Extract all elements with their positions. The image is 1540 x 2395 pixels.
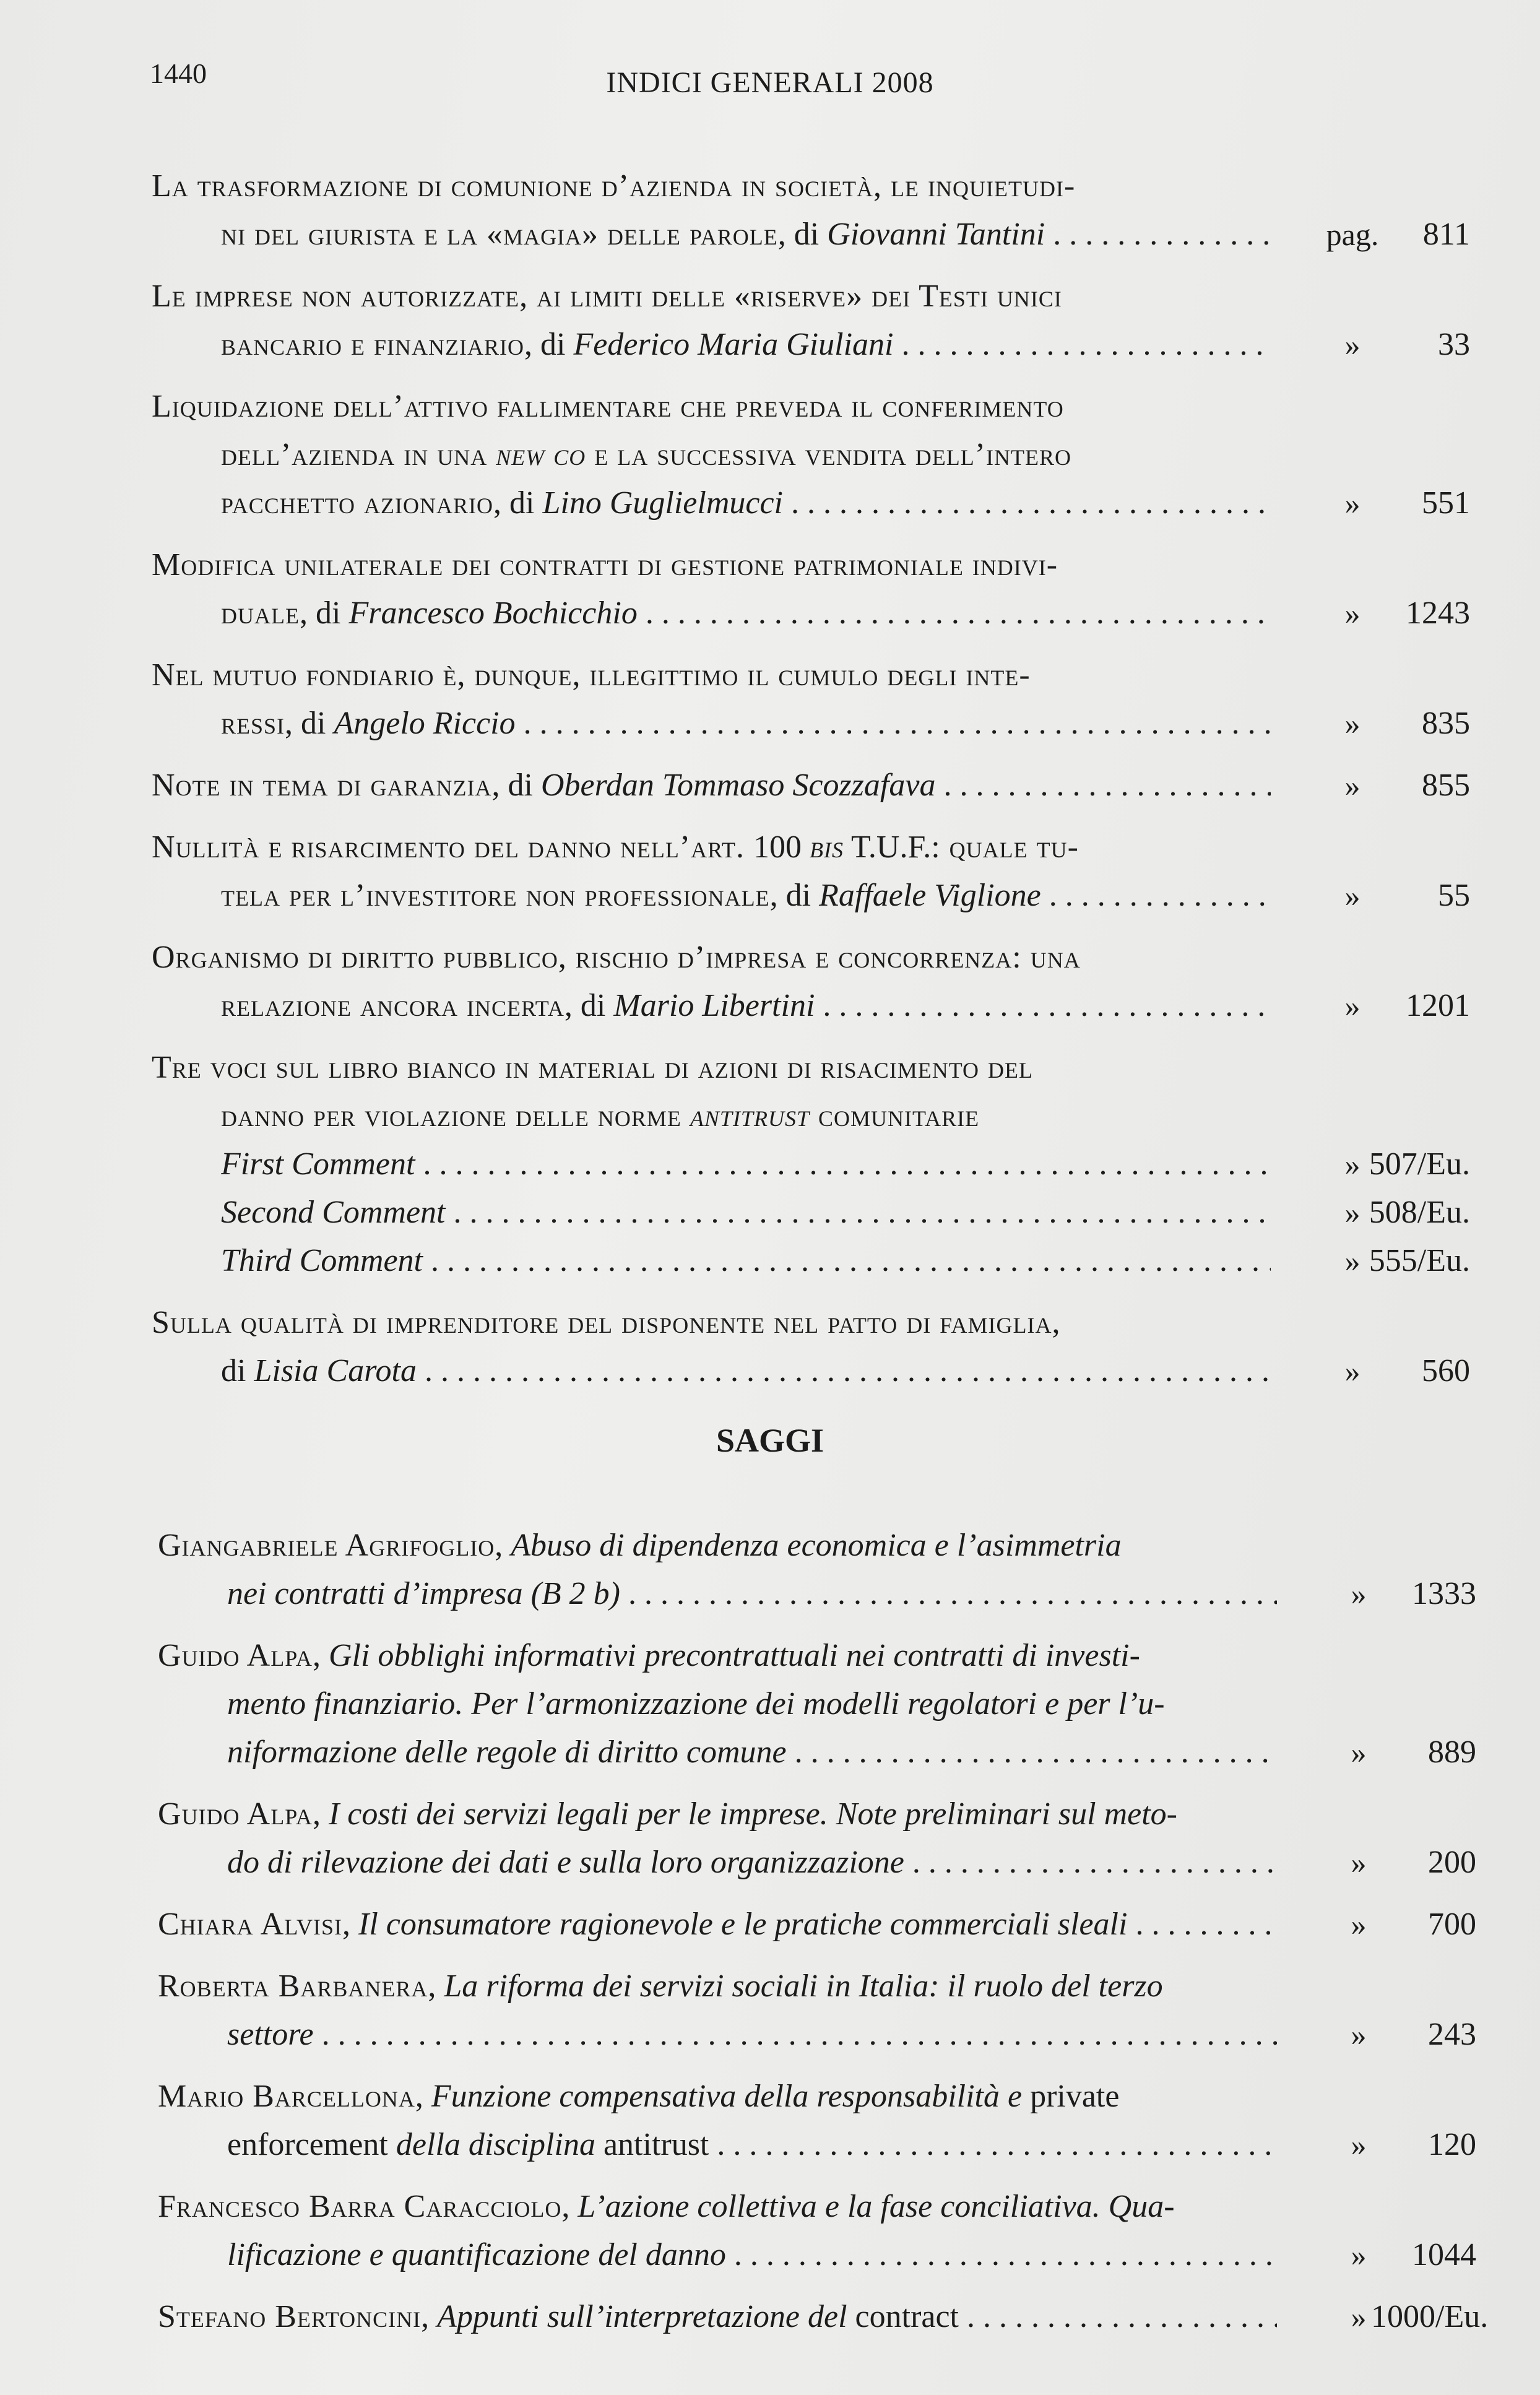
index-entry (152, 823, 1470, 920)
entry-line (158, 2231, 1476, 2279)
entry-title-abbrev: T.U.F. (843, 829, 932, 865)
entry-title: La trasformazione di comunione d’azienda in società, le inquietudi- (152, 168, 1076, 204)
page-reference: 1201 (1406, 988, 1470, 1023)
entry-title: e la successiva vendita dell’intero (586, 437, 1071, 472)
entry-line (158, 1570, 1476, 1618)
entry-line (152, 651, 1470, 699)
page-ref-mark: » (1344, 1147, 1360, 1182)
entry-title: danno per violazione delle norme (221, 1098, 690, 1133)
entry-subtitle: First Comment (221, 1146, 415, 1182)
entry-author: Guido Alpa (158, 1638, 313, 1673)
entry-title: della disciplina (387, 2127, 595, 2162)
entry-line (152, 872, 1470, 920)
entry-title: Note in tema di garanzia (152, 768, 492, 803)
entry-line (152, 541, 1470, 589)
page-ref-mark: » (1344, 989, 1360, 1023)
separator: , di (524, 327, 574, 362)
entry-title: Gli obblighi informativi precontrattuali nei contratti di investi- (328, 1638, 1140, 1673)
entry-title: ressi (221, 706, 285, 741)
page-ref-mark: » (1351, 2238, 1367, 2272)
page-ref-mark: pag. (1326, 217, 1379, 252)
entry-author: Giangabriele Agrifoglio (158, 1528, 495, 1563)
entry-title: I costi dei servizi legali per le imprese. Note preliminari sul meto- (328, 1796, 1177, 1832)
entry-title-roman: antitrust (595, 2127, 709, 2162)
entry-author: Oberdan Tommaso Scozzafava (540, 768, 936, 803)
index-entry (152, 651, 1470, 748)
entry-title: relazione ancora incerta (221, 988, 565, 1023)
index-entry (158, 1962, 1476, 2059)
page-ref-mark: » (1351, 2300, 1367, 2334)
separator: , (495, 1528, 511, 1563)
entry-title: comunitarie (809, 1098, 980, 1133)
page-ref-mark: » (1344, 768, 1360, 803)
section-title: SAGGI (716, 1422, 824, 1459)
page-reference: 835 (1422, 706, 1470, 741)
entry-line (152, 933, 1470, 982)
entry-title-italic: bis (809, 829, 844, 865)
page-reference: 560 (1422, 1353, 1470, 1388)
separator: , di (491, 768, 541, 803)
page-reference: 555/Eu. (1369, 1243, 1470, 1278)
entry-line (152, 982, 1470, 1030)
page-reference: 33 (1438, 327, 1470, 362)
index-entry (158, 1522, 1476, 1618)
entry-title: Nullità e risarcimento del danno nell’art. (152, 829, 753, 865)
entry-line (152, 1347, 1470, 1395)
entry-title: niformazione delle regole di diritto comune (227, 1735, 787, 1770)
index-entry (158, 1900, 1476, 1949)
entry-title: mento finanziario. Per l’armonizzazione dei modelli regolatori e per l’u- (227, 1686, 1165, 1722)
entry-title: duale (221, 596, 300, 631)
entry-line (158, 1962, 1470, 2011)
index-entry (152, 1044, 1470, 1285)
entry-subtitle: Second Comment (221, 1195, 446, 1230)
entry-line (158, 1838, 1476, 1887)
entry-line (152, 1092, 1470, 1140)
entry-line (152, 761, 1470, 810)
entry-title-number: 100 (753, 829, 810, 865)
entry-title: : quale tu- (931, 829, 1079, 865)
entry-title: dell’azienda in una (221, 437, 496, 472)
page-reference: 243 (1428, 2017, 1476, 2052)
entry-title: bancario e finanziario (221, 327, 524, 362)
entry-title-italic: new co (496, 437, 586, 472)
entry-title: Abuso di dipendenza economica e l’asimmetria (511, 1528, 1122, 1563)
entry-title-roman: enforcement (227, 2127, 388, 2162)
entry-line (152, 272, 1470, 321)
page-reference: 855 (1422, 768, 1470, 803)
page-ref-mark: » (1351, 2128, 1367, 2162)
page-ref-mark: » (1351, 1907, 1367, 1942)
page-reference: 889 (1428, 1735, 1476, 1770)
saggi-entries (158, 1522, 1489, 2355)
entry-line (158, 2121, 1476, 2169)
entry-title: nei contratti d’impresa (B 2 b) (227, 1576, 620, 1611)
entry-title: Le imprese non autorizzate, ai limiti delle «riserve» dei Testi unici (152, 279, 1062, 314)
entry-title-roman: private (1022, 2079, 1120, 2114)
entry-author: Chiara Alvisi (158, 1907, 343, 1942)
page-ref-mark: » (1344, 327, 1360, 362)
entry-author: Mario Libertini (613, 988, 815, 1023)
index-entry (158, 2293, 1489, 2341)
page-reference: 551 (1422, 485, 1470, 521)
entry-line (158, 1728, 1476, 1777)
entry-line (152, 383, 1470, 431)
entry-line (158, 1790, 1470, 1838)
entry-line (152, 1189, 1470, 1237)
separator: , (421, 2299, 438, 2334)
entry-title: pacchetto azionario (221, 485, 494, 521)
page-reference: 1000/Eu. (1371, 2299, 1489, 2334)
page-ref-mark: » (1344, 1195, 1360, 1230)
page-reference: 508/Eu. (1369, 1195, 1470, 1230)
index-entry (152, 162, 1470, 259)
entry-line (152, 823, 1470, 872)
page-reference: 811 (1422, 217, 1470, 252)
entry-title: Modifica unilaterale dei contratti di gestione patrimoniale indivi- (152, 547, 1058, 583)
separator: , di (285, 706, 334, 741)
page-ref-mark: » (1344, 596, 1360, 631)
entry-line (152, 162, 1470, 210)
page-reference: 1044 (1412, 2237, 1476, 2272)
entry-author: Giovanni Tantini (827, 217, 1045, 252)
entry-title: ni del giurista e la «magia» delle parole (221, 217, 778, 252)
entry-title: settore (227, 2017, 314, 2052)
entry-title: L’azione collettiva e la fase conciliativa. Qua- (578, 2189, 1175, 2224)
entry-title: La riforma dei servizi sociali in Italia: il ruolo del terzo (444, 1968, 1163, 2004)
page-ref-mark: » (1351, 1577, 1367, 1611)
page-number: 1440 (150, 58, 207, 89)
entry-title: lificazione e quantificazione del danno (227, 2237, 726, 2272)
entry-line (152, 431, 1470, 479)
page-reference: 1333 (1412, 1576, 1476, 1611)
entry-title: Liquidazione dell’attivo fallimentare che preveda il conferimento (152, 389, 1064, 424)
index-entry (152, 933, 1470, 1030)
entry-line (158, 1680, 1470, 1728)
separator: , di (769, 878, 820, 913)
separator: , di (493, 485, 543, 521)
separator: , di (299, 596, 349, 631)
separator: , (342, 1907, 359, 1942)
page-ref-mark: » (1351, 1845, 1367, 1880)
entry-title: Il consumatore ragionevole e le pratiche commerciali sleali (358, 1907, 1128, 1942)
page-ref-mark: » (1344, 1244, 1360, 1278)
entry-author: Stefano Bertoncini (158, 2299, 422, 2334)
index-entry (152, 1299, 1470, 1395)
entry-title: Sulla qualità di imprenditore del disponente nel patto di famiglia, (152, 1305, 1061, 1340)
index-entries (152, 162, 1470, 1409)
separator: , di (777, 217, 828, 252)
entry-author: Lino Guglielmucci (542, 485, 783, 521)
entry-line (152, 1140, 1470, 1189)
entry-subtitle: Third Comment (221, 1243, 423, 1278)
index-entry (158, 1790, 1476, 1887)
entry-line (158, 1900, 1476, 1949)
entry-author: Lisia Carota (254, 1353, 417, 1388)
page-ref-mark: » (1344, 706, 1360, 741)
page-reference: 700 (1428, 1907, 1476, 1942)
page-ref-mark: » (1344, 1354, 1360, 1388)
index-entry (158, 2183, 1476, 2279)
running-title: INDICI GENERALI 2008 (606, 66, 934, 99)
page-reference: 200 (1428, 1845, 1476, 1880)
entry-title: Organismo di diritto pubblico, rischio d’impresa e concorrenza: una (152, 940, 1081, 975)
page-ref-mark: » (1351, 2017, 1367, 2052)
entry-title: Appunti sull’interpretazione del (437, 2299, 847, 2334)
index-entry (152, 761, 1470, 810)
index-entry (158, 1632, 1476, 1777)
index-entry (152, 272, 1470, 369)
page-ref-mark: » (1344, 878, 1360, 913)
separator: , (312, 1796, 329, 1832)
separator: , (428, 1968, 444, 2004)
page-reference: 120 (1428, 2127, 1476, 2162)
entry-line (152, 1044, 1470, 1092)
entry-author: Mario Barcellona (158, 2079, 415, 2114)
entry-line (152, 321, 1470, 369)
entry-author: Federico Maria Giuliani (573, 327, 894, 362)
entry-author: Francesco Bochicchio (348, 596, 638, 631)
separator: , di (564, 988, 614, 1023)
entry-title: Funzione compensativa della responsabilità e (431, 2079, 1023, 2114)
entry-title: Nel mutuo fondiario è, dunque, illegittimo il cumulo degli inte- (152, 657, 1031, 693)
entry-title-italic: antitrust (690, 1098, 810, 1133)
entry-line (152, 479, 1470, 527)
entry-line (152, 589, 1470, 638)
page-ref-mark: » (1351, 1735, 1367, 1770)
index-entry (152, 541, 1470, 638)
page-reference: 507/Eu. (1369, 1146, 1470, 1182)
entry-line (158, 2183, 1470, 2231)
page-reference: 1243 (1406, 596, 1470, 631)
entry-author: Guido Alpa (158, 1796, 313, 1832)
entry-author: Francesco Barra Caracciolo (158, 2189, 562, 2224)
entry-line (158, 2072, 1470, 2121)
entry-author: Raffaele Viglione (819, 878, 1041, 913)
page-reference: 55 (1438, 878, 1470, 913)
entry-title: do di rilevazione dei dati e sulla loro organizzazione (227, 1845, 904, 1880)
entry-line (158, 2011, 1476, 2059)
entry-author: Roberta Barbanera (158, 1968, 428, 2004)
index-entry (152, 383, 1470, 527)
entry-line (152, 699, 1470, 748)
entry-title-roman: contract (847, 2299, 959, 2334)
entry-line (152, 210, 1470, 259)
entry-title: tela per l’investitore non professionale (221, 878, 770, 913)
entry-line (158, 1522, 1470, 1570)
entry-line (152, 1299, 1470, 1347)
separator: di (221, 1353, 254, 1388)
entry-author: Angelo Riccio (334, 706, 516, 741)
index-entry (158, 2072, 1476, 2169)
separator: , (415, 2079, 431, 2114)
entry-line (158, 2293, 1489, 2341)
entry-line (158, 1632, 1470, 1680)
entry-title: Tre voci sul libro bianco in material di azioni di risacimento del (152, 1050, 1034, 1085)
page-ref-mark: » (1344, 486, 1360, 521)
entry-line (152, 1237, 1470, 1285)
separator: , (561, 2189, 578, 2224)
separator: , (312, 1638, 329, 1673)
